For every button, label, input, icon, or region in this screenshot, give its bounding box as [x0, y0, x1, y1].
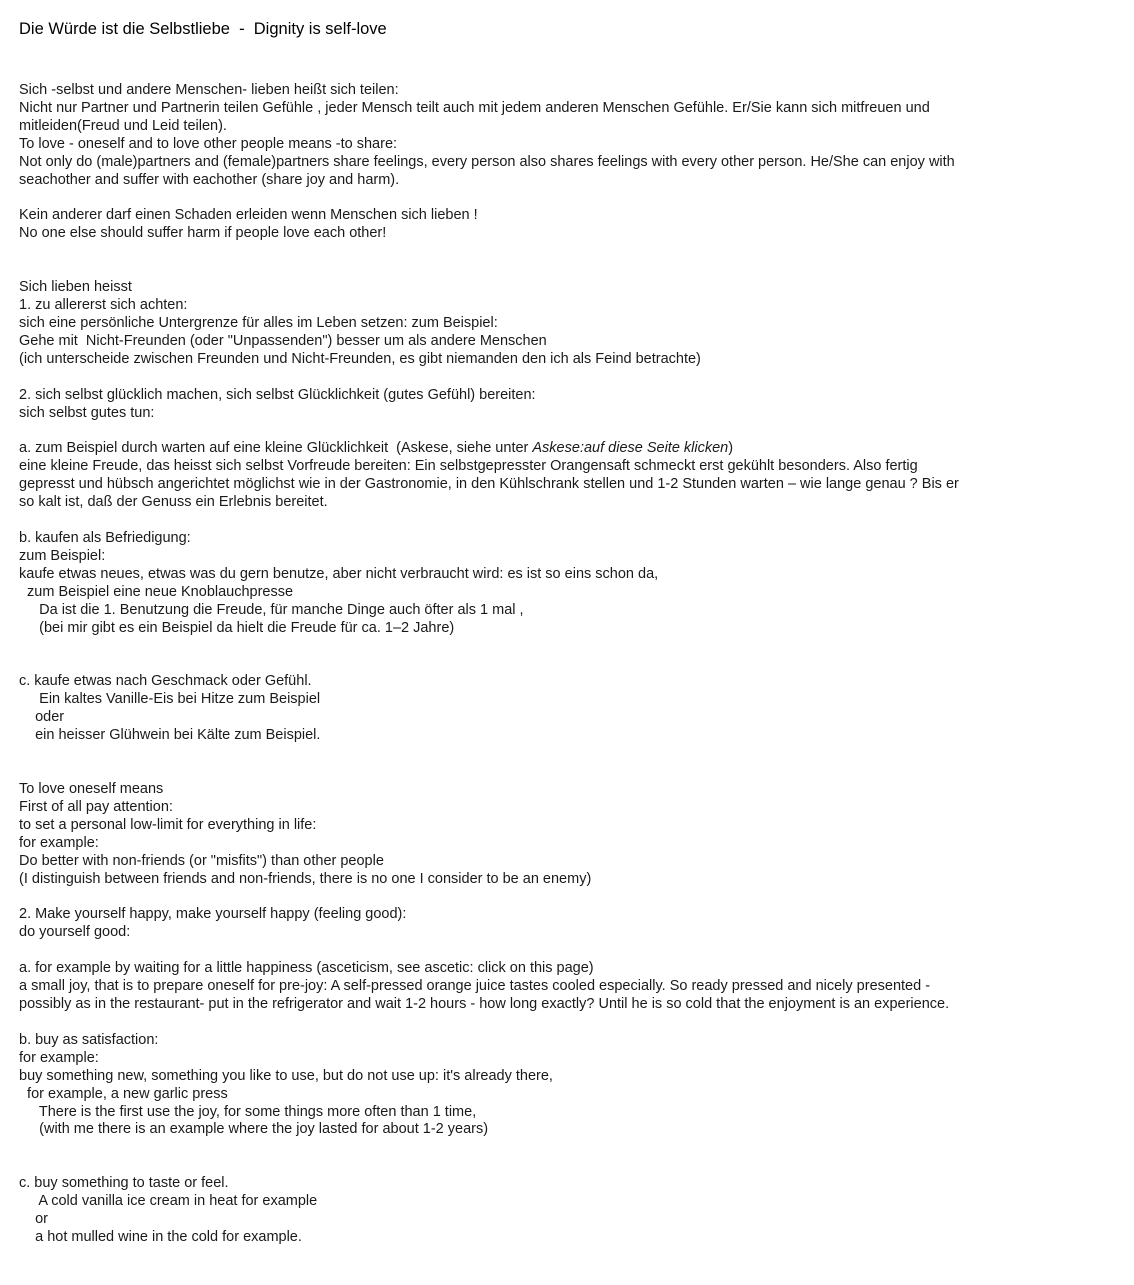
text-line: oder	[19, 709, 65, 726]
text-line: 2. sich selbst glücklich machen, sich selbst Glücklichkeit (gutes Gefühl) bereiten:	[19, 386, 536, 403]
text-line: Ein kaltes Vanille-Eis bei Hitze zum Beispiel	[19, 691, 321, 708]
text-line: eine kleine Freude, das heisst sich selbst Vorfreude bereiten: Ein selbstgepresster Orangensaft schmeckt erst gekühlt besonders. Also fertig	[19, 458, 918, 475]
text-line: Sich -selbst und andere Menschen- lieben heißt sich teilen:	[19, 82, 399, 98]
text-line: zum Beispiel:	[19, 547, 106, 564]
text-line: c. buy something to taste or feel.	[19, 1175, 229, 1192]
blank-line	[19, 261, 1119, 279]
text-line: for example:	[19, 1049, 99, 1066]
text-line: sich selbst gutes tun:	[19, 404, 155, 421]
text-line: gepresst und hübsch angerichtet möglichst wie in der Gastronomie, in den Kühlschrank stellen und 1-2 Stunden warten – wie lange genau ? Bis er	[19, 476, 959, 493]
text-line: There is the first use the joy, for some things more often than 1 time,	[19, 1103, 477, 1120]
text-line: sich eine persönliche Untergrenze für alles im Leben setzen: zum Beispiel:	[19, 314, 498, 331]
blank-line	[19, 1014, 1119, 1032]
text-line: Nicht nur Partner und Partnerin teilen Gefühle , jeder Mensch teilt auch mit jedem anderen Menschen Gefühle. Er/Sie kann sich mitfreuen und	[19, 99, 930, 116]
blank-line	[19, 638, 1119, 656]
text-line: a small joy, that is to prepare oneself for pre-joy: A self-pressed orange juice tastes cooled especially. So ready pressed and nicely presented -	[19, 978, 931, 995]
text-line: so kalt ist, daß der Genuss ein Erlebnis bereitet.	[19, 494, 328, 511]
text-line: To love - oneself and to love other people means -to share:	[19, 135, 398, 152]
askese-line-close: )	[728, 440, 734, 457]
text-line: seachother and suffer with eachother (share joy and harm).	[19, 171, 400, 188]
askese-line	[19, 440, 1119, 458]
text-line: buy something new, something you like to use, but do not use up: it's already there,	[19, 1067, 553, 1084]
blank-line	[19, 745, 1119, 763]
text-line: or	[19, 1211, 49, 1228]
text-line: a hot mulled wine in the cold for example.	[19, 1229, 302, 1245]
text-line: a. for example by waiting for a little happiness (asceticism, see ascetic: click on this page)	[19, 960, 594, 977]
blank-line	[19, 512, 1119, 530]
text-line: for example, a new garlic press	[19, 1085, 228, 1102]
blank-line	[19, 243, 1119, 261]
text-line: kaufe etwas neues, etwas was du gern benutze, aber nicht verbraucht wird: es ist so eins schon da,	[19, 565, 659, 582]
text-line: (I distinguish between friends and non-friends, there is no one I consider to be an enemy)	[19, 870, 592, 887]
text-line: No one else should suffer harm if people love each other!	[19, 225, 387, 242]
text-line: Da ist die 1. Benutzung die Freude, für manche Dinge auch öfter als 1 mal ,	[19, 601, 524, 618]
text-line: c. kaufe etwas nach Geschmack oder Gefühl.	[19, 673, 312, 690]
text-line: mitleiden(Freud und Leid teilen).	[19, 117, 227, 134]
blank-line	[19, 1139, 1119, 1157]
text-line: 1. zu allererst sich achten:	[19, 297, 188, 314]
text-line: possibly as in the restaurant- put in the refrigerator and wait 1-2 hours - how long exactly? Until he is so cold that the enjoyment is an experience.	[19, 996, 950, 1013]
text-line: Sich lieben heisst	[19, 279, 132, 296]
page-title: Die Würde ist die Selbstliebe - Dignity is self-love	[19, 20, 387, 38]
document-body	[19, 82, 1119, 1247]
text-line: b. buy as satisfaction:	[19, 1031, 159, 1048]
text-line: A cold vanilla ice cream in heat for example	[19, 1193, 318, 1210]
text-line: b. kaufen als Befriedigung:	[19, 530, 191, 547]
text-line: Gehe mit Nicht-Freunden (oder "Unpassenden") besser um als andere Menschen	[19, 332, 547, 349]
blank-line	[19, 888, 1119, 906]
askese-line-text: a. zum Beispiel durch warten auf eine kleine Glücklichkeit (Askese, siehe unter	[19, 440, 533, 457]
blank-line	[19, 763, 1119, 781]
text-line: to set a personal low-limit for everything in life:	[19, 816, 317, 833]
text-line: Do better with non-friends (or "misfits") than other people	[19, 852, 384, 869]
text-line: First of all pay attention:	[19, 798, 173, 815]
text-line: do yourself good:	[19, 924, 131, 941]
text-line: Not only do (male)partners and (female)partners share feelings, every person also shares feelings with every other person. He/She can enjoy with	[19, 153, 955, 170]
blank-line	[19, 942, 1119, 960]
text-line: ein heisser Glühwein bei Kälte zum Beispiel.	[19, 727, 321, 744]
blank-line	[19, 190, 1119, 208]
text-line: Kein anderer darf einen Schaden erleiden wenn Menschen sich lieben !	[19, 207, 478, 224]
text-line: (bei mir gibt es ein Beispiel da hielt die Freude für ca. 1–2 Jahre)	[19, 619, 455, 636]
blank-line	[19, 1157, 1119, 1175]
blank-line	[19, 656, 1119, 674]
text-line: To love oneself means	[19, 780, 164, 797]
text-line: 2. Make yourself happy, make yourself happy (feeling good):	[19, 906, 407, 923]
text-line: zum Beispiel eine neue Knoblauchpresse	[19, 583, 294, 600]
text-line: (ich unterscheide zwischen Freunden und Nicht-Freunden, es gibt niemanden den ich als Feind betrachte)	[19, 350, 701, 367]
text-line: (with me there is an example where the joy lasted for about 1-2 years)	[19, 1121, 489, 1138]
blank-line	[19, 369, 1119, 387]
text-line: for example:	[19, 834, 99, 851]
askese-link[interactable]: Askese:auf diese Seite klicken	[532, 440, 729, 457]
blank-line	[19, 423, 1119, 441]
